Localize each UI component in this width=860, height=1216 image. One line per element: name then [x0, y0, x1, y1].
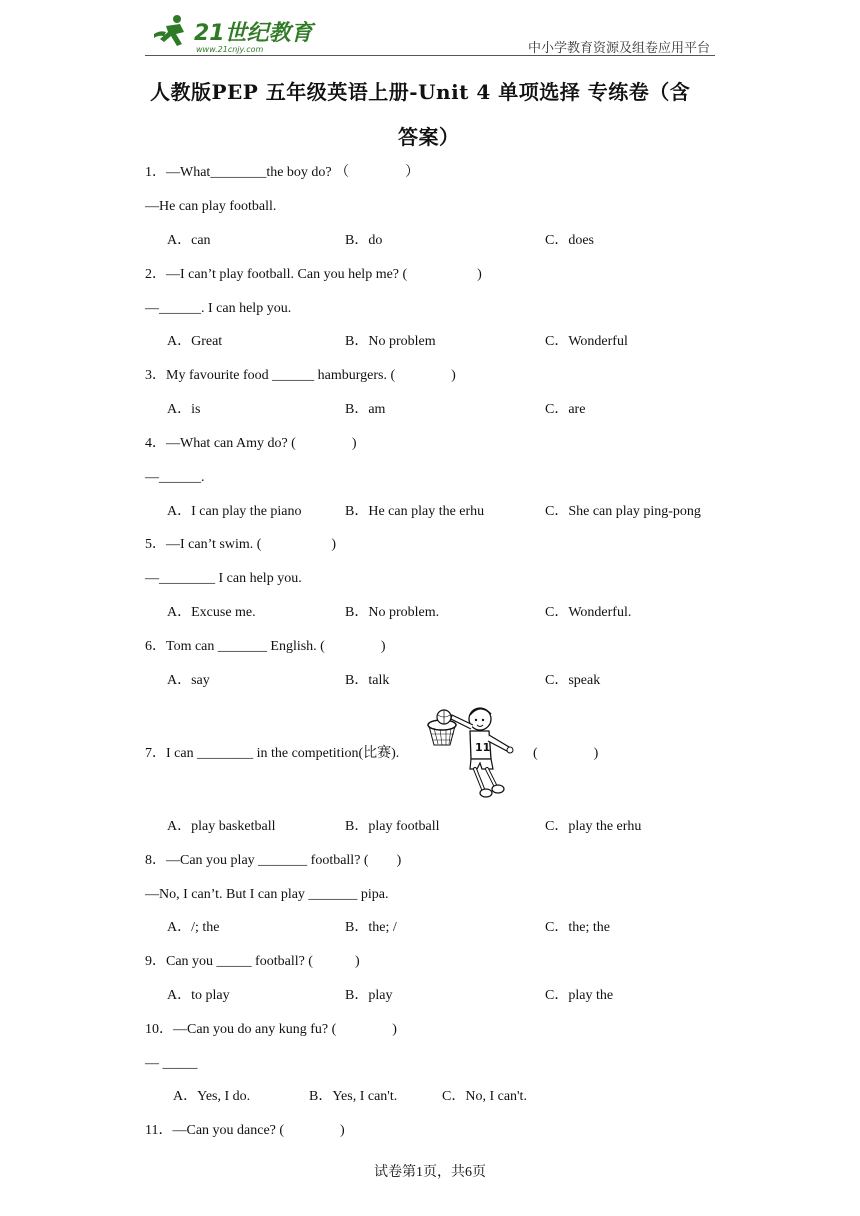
question-3-stem: 3．My favourite food ______ hamburgers. ( ) — [145, 368, 456, 383]
question-4-stem: 4．—What can Amy do? ( ) — [145, 436, 357, 451]
question-6-option-b[interactable]: B．talk — [345, 673, 390, 688]
question-9-option-c[interactable]: C．play the — [545, 988, 614, 1003]
platform-label: 中小学教育资源及组卷应用平台 — [527, 41, 710, 56]
question-8-option-a[interactable]: A．/; the — [167, 920, 220, 935]
header-divider — [145, 55, 715, 56]
question-3-option-b[interactable]: B．am — [345, 402, 386, 417]
question-2-option-b[interactable]: B．No problem — [345, 334, 436, 349]
question-8-stem: 8．—Can you play _______ football? ( ) — [145, 853, 402, 868]
question-4-line2: —______. — [145, 470, 205, 485]
basketball-player-picture — [425, 703, 525, 803]
question-2-line2: —______. I can help you. — [145, 301, 292, 316]
question-5-option-c[interactable]: C．Wonderful. — [545, 605, 632, 620]
question-8-line2: —No, I can’t. But I can play _______ pipa. — [145, 887, 389, 902]
question-9-stem: 9．Can you _____ football? ( ) — [145, 954, 360, 969]
svg-text:11: 11 — [475, 741, 491, 754]
question-10-option-a[interactable]: A．Yes, I do. — [173, 1089, 251, 1104]
question-9-option-a[interactable]: A．to play — [167, 988, 230, 1003]
question-5-stem: 5．—I can’t swim. ( ) — [145, 537, 337, 552]
question-5-option-a[interactable]: A．Excuse me. — [167, 605, 256, 620]
question-2-option-c[interactable]: C．Wonderful — [545, 334, 628, 349]
question-1-option-b[interactable]: B．do — [345, 233, 383, 248]
question-1-line2: —He can play football. — [145, 199, 277, 214]
runner-icon — [154, 15, 184, 46]
question-6-option-a[interactable]: A．say — [167, 673, 210, 688]
question-11-stem: 11．—Can you dance? ( ) — [145, 1123, 345, 1138]
question-7-answer-blank: ( ) — [533, 746, 599, 761]
page-title-line1: 人教版PEP 五年级英语上册-Unit 4 单项选择 专练卷（含 — [150, 80, 691, 104]
question-9-option-b[interactable]: B．play — [345, 988, 393, 1003]
logo-url: www.21cnjy.com — [196, 45, 264, 54]
question-8-option-b[interactable]: B．the; / — [345, 920, 397, 935]
site-logo — [146, 12, 316, 56]
question-8-option-c[interactable]: C．the; the — [545, 920, 610, 935]
question-1-stem: 1．—What________the boy do? （ ） — [145, 165, 420, 180]
question-7-option-c[interactable]: C．play the erhu — [545, 819, 642, 834]
question-6-stem: 6．Tom can _______ English. ( ) — [145, 639, 386, 654]
question-7-option-b[interactable]: B．play football — [345, 819, 440, 834]
question-10-option-c[interactable]: C．No, I can't. — [442, 1089, 527, 1104]
question-4-option-a[interactable]: A．I can play the piano — [167, 504, 302, 519]
question-2-stem: 2．—I can’t play football. Can you help me? ( ) — [145, 267, 482, 282]
question-10-stem: 10．—Can you do any kung fu? ( ) — [145, 1022, 397, 1037]
question-5-option-b[interactable]: B．No problem. — [345, 605, 440, 620]
question-10-line2: — _____ — [145, 1056, 198, 1071]
question-3-option-c[interactable]: C．are — [545, 402, 586, 417]
question-5-line2: —________ I can help you. — [145, 571, 302, 586]
question-3-option-a[interactable]: A．is — [167, 402, 201, 417]
question-1-option-c[interactable]: C．does — [545, 233, 594, 248]
question-4-option-b[interactable]: B．He can play the erhu — [345, 504, 485, 519]
logo-text: 21世纪教育 — [194, 21, 313, 46]
question-4-option-c[interactable]: C．She can play ping-pong — [545, 504, 701, 519]
question-7-stem: 7．I can ________ in the competition(比赛). — [145, 746, 400, 761]
question-7-option-a[interactable]: A．play basketball — [167, 819, 276, 834]
page-footer: 试卷第1页，共6页 — [374, 1165, 486, 1180]
question-10-option-b[interactable]: B．Yes, I can't. — [309, 1089, 398, 1104]
question-2-option-a[interactable]: A．Great — [167, 334, 223, 349]
question-6-option-c[interactable]: C．speak — [545, 673, 601, 688]
question-1-option-a[interactable]: A．can — [167, 233, 211, 248]
page-title-line2: 答案） — [398, 125, 460, 149]
